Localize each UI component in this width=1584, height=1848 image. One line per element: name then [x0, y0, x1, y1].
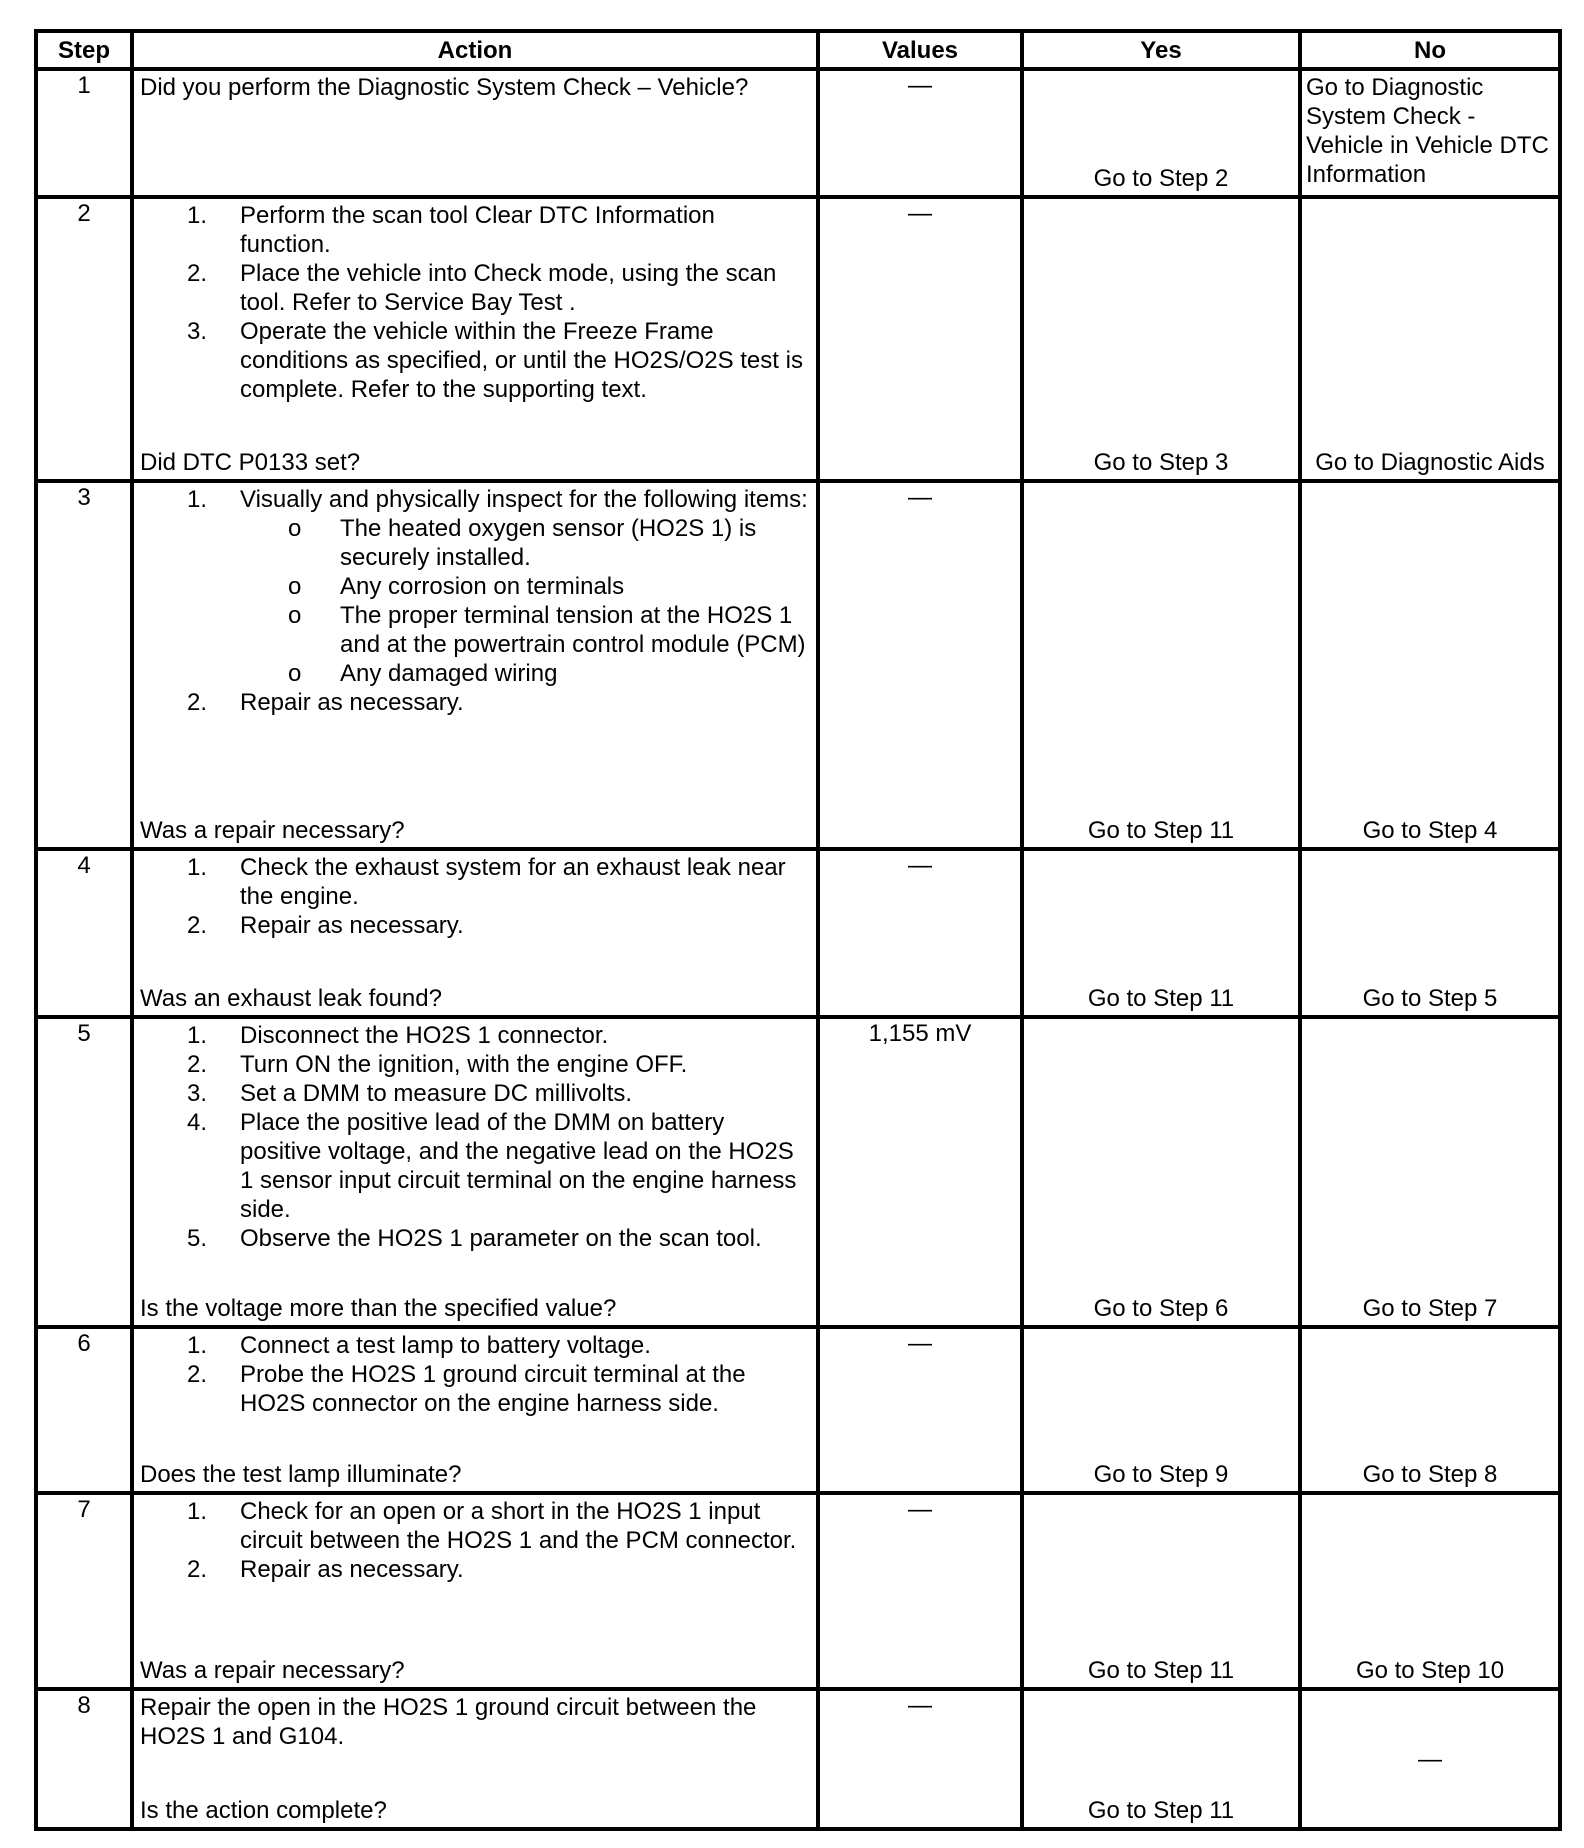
yes-cell [1022, 481, 1300, 849]
yes-cell [1022, 1493, 1300, 1689]
yes-link[interactable]: Go to Step 11 [1087, 985, 1235, 1012]
sub-list-item [140, 572, 812, 601]
header-action: Action [132, 31, 818, 69]
list-item-text: Repair as necessary. [240, 1556, 464, 1583]
no-cell [1300, 1017, 1560, 1327]
value-cell: — [818, 1327, 1022, 1493]
sub-list [240, 514, 812, 688]
list-item-text: Observe the HO2S 1 parameter on the scan tool. [240, 1225, 762, 1252]
table-row [36, 1017, 1560, 1327]
list-item [140, 1497, 816, 1555]
list-item [140, 1079, 816, 1108]
yes-cell [1022, 197, 1300, 481]
step-cell: 4 [36, 849, 132, 1017]
yes-cell [1022, 1689, 1300, 1829]
action-question: Was a repair necessary? [140, 817, 405, 844]
value-cell: — [818, 1689, 1022, 1829]
diagnostic-table [34, 29, 1562, 1831]
no-cell [1300, 481, 1560, 849]
list-item-number: 1. [187, 486, 208, 513]
list-item-number: 1. [187, 854, 208, 881]
list-item [140, 853, 816, 911]
list-item-text: Place the positive lead of the DMM on battery positive voltage, and the negative lead on the HO2S 1 sensor input circuit terminal on the engine harness side. [240, 1109, 797, 1223]
list-item-number: 1. [187, 1022, 208, 1049]
list-item-text: Connect a test lamp to battery voltage. [240, 1332, 651, 1359]
list-item-text: Probe the HO2S 1 ground circuit terminal at the HO2S connector on the engine harness side. [240, 1361, 746, 1417]
step-cell: 3 [36, 481, 132, 849]
yes-link[interactable]: Go to Step 11 [1087, 817, 1235, 844]
list-item-text: Visually and physically inspect for the following items: [240, 486, 808, 513]
sub-list-item-text: Any damaged wiring [340, 660, 558, 687]
list-item-text: Check the exhaust system for an exhaust leak near the engine. [240, 854, 786, 910]
value-cell: — [818, 1493, 1022, 1689]
action-cell [132, 1689, 818, 1829]
list-item [140, 688, 816, 717]
header-yes: Yes [1022, 31, 1300, 69]
step-cell: 5 [36, 1017, 132, 1327]
yes-link[interactable]: Go to Step 6 [1093, 1295, 1229, 1322]
sub-list-item-text: The proper terminal tension at the HO2S 1 and at the powertrain control module (PCM) [340, 602, 806, 658]
action-step-list [140, 853, 816, 940]
action-question: Is the voltage more than the specified value? [140, 1295, 617, 1322]
action-question: Is the action complete? [140, 1797, 387, 1824]
yes-link[interactable]: Go to Step 2 [1093, 165, 1229, 192]
list-item [140, 1360, 816, 1418]
step-cell: 2 [36, 197, 132, 481]
no-cell [1300, 1493, 1560, 1689]
list-item-number: 2. [187, 1051, 208, 1078]
list-item-text: Repair as necessary. [240, 689, 464, 716]
step-cell: 6 [36, 1327, 132, 1493]
action-cell [132, 1327, 818, 1493]
list-item-text: Turn ON the ignition, with the engine OFF. [240, 1051, 688, 1078]
list-item-number: 2. [187, 1361, 208, 1388]
list-item-number: 4. [187, 1109, 208, 1136]
list-item [140, 1331, 816, 1360]
yes-cell [1022, 1017, 1300, 1327]
value-cell: — [818, 197, 1022, 481]
action-cell [132, 197, 818, 481]
no-link[interactable]: Go to Diagnostic System Check - Vehicle in Vehicle DTC Information [1306, 74, 1549, 188]
list-item-text: Repair as necessary. [240, 912, 464, 939]
yes-link[interactable]: Go to Step 3 [1093, 449, 1229, 476]
action-step-list [140, 1331, 816, 1418]
list-item-text: Check for an open or a short in the HO2S 1 input circuit between the HO2S 1 and the PCM connector. [240, 1498, 797, 1554]
bullet-icon: o [288, 573, 302, 600]
value-cell: — [818, 69, 1022, 197]
no-cell [1300, 849, 1560, 1017]
sub-list-item [140, 659, 812, 688]
no-value: — [1418, 1745, 1442, 1773]
sub-list-item [140, 601, 812, 659]
step-cell: 7 [36, 1493, 132, 1689]
step-cell: 1 [36, 69, 132, 197]
yes-cell [1022, 69, 1300, 197]
list-item-number: 3. [187, 318, 208, 345]
list-item-number: 1. [187, 202, 208, 229]
list-item-number: 5. [187, 1225, 208, 1252]
list-item-text: Perform the scan tool Clear DTC Information function. [240, 202, 715, 258]
no-link[interactable]: Go to Step 8 [1362, 1461, 1498, 1488]
header-step: Step [36, 31, 132, 69]
action-step-list [140, 1497, 816, 1584]
list-item-number: 2. [187, 1556, 208, 1583]
no-cell [1300, 1327, 1560, 1493]
list-item [140, 1555, 816, 1584]
sub-list-item [140, 514, 812, 572]
no-link[interactable]: Go to Step 10 [1355, 1657, 1505, 1684]
list-item [140, 201, 816, 259]
sub-list-item-text: Any corrosion on terminals [340, 573, 625, 600]
bullet-icon: o [288, 515, 302, 542]
list-item [140, 911, 816, 940]
list-item [140, 1108, 816, 1224]
no-link[interactable]: Go to Step 5 [1362, 985, 1498, 1012]
no-link[interactable]: Go to Diagnostic Aids [1315, 449, 1545, 476]
list-item [140, 1021, 816, 1050]
header-row [36, 31, 1560, 69]
list-item-number: 1. [187, 1332, 208, 1359]
value-cell: — [818, 849, 1022, 1017]
bullet-icon: o [288, 602, 302, 629]
list-item-number: 1. [187, 1498, 208, 1525]
action-cell [132, 849, 818, 1017]
value-cell: 1,155 mV [818, 1017, 1022, 1327]
table-row [36, 197, 1560, 481]
header-no: No [1300, 31, 1560, 69]
list-item-number: 2. [187, 689, 208, 716]
action-text: Did you perform the Diagnostic System Check – Vehicle? [140, 74, 749, 101]
list-item-number: 2. [187, 912, 208, 939]
no-cell [1300, 69, 1560, 197]
action-question: Was a repair necessary? [140, 1657, 405, 1684]
table-row [36, 481, 1560, 849]
value-cell: — [818, 481, 1022, 849]
no-cell [1300, 1689, 1560, 1829]
table-row [36, 1493, 1560, 1689]
yes-cell [1022, 849, 1300, 1017]
action-question: Did DTC P0133 set? [140, 449, 361, 476]
bullet-icon: o [288, 660, 302, 687]
action-question: Was an exhaust leak found? [140, 985, 442, 1012]
yes-link[interactable]: Go to Step 11 [1087, 1797, 1235, 1824]
yes-link[interactable]: Go to Step 9 [1093, 1461, 1229, 1488]
list-item-text: Operate the vehicle within the Freeze Frame conditions as specified, or until the HO2S/O2S test is complete. Refer to the supporting text. [240, 318, 803, 403]
yes-link[interactable]: Go to Step 11 [1087, 1657, 1235, 1684]
no-link[interactable]: Go to Step 7 [1362, 1295, 1498, 1322]
no-cell [1300, 197, 1560, 481]
step-cell: 8 [36, 1689, 132, 1829]
list-item-text: Set a DMM to measure DC millivolts. [240, 1080, 633, 1107]
list-item [140, 259, 816, 317]
action-cell [132, 69, 818, 197]
action-question: Does the test lamp illuminate? [140, 1461, 462, 1488]
list-item-text: Disconnect the HO2S 1 connector. [240, 1022, 609, 1049]
list-item [140, 485, 816, 688]
action-cell [132, 1493, 818, 1689]
list-item [140, 1050, 816, 1079]
yes-cell [1022, 1327, 1300, 1493]
sub-list-item-text: The heated oxygen sensor (HO2S 1) is securely installed. [340, 515, 757, 571]
list-item [140, 1224, 816, 1253]
table-row [36, 69, 1560, 197]
list-item [140, 317, 816, 404]
table-row [36, 849, 1560, 1017]
no-link[interactable]: Go to Step 4 [1362, 817, 1498, 844]
action-step-list [140, 1021, 816, 1253]
action-cell [132, 1017, 818, 1327]
list-item-text: Place the vehicle into Check mode, using the scan tool. Refer to Service Bay Test . [240, 260, 777, 316]
table-row [36, 1689, 1560, 1829]
list-item-number: 2. [187, 260, 208, 287]
table-row [36, 1327, 1560, 1493]
list-item-number: 3. [187, 1080, 208, 1107]
action-text: Repair the open in the HO2S 1 ground circuit between the HO2S 1 and G104. [140, 1694, 757, 1750]
header-values: Values [818, 31, 1022, 69]
action-cell [132, 481, 818, 849]
action-step-list [140, 201, 816, 404]
action-step-list [140, 485, 816, 717]
